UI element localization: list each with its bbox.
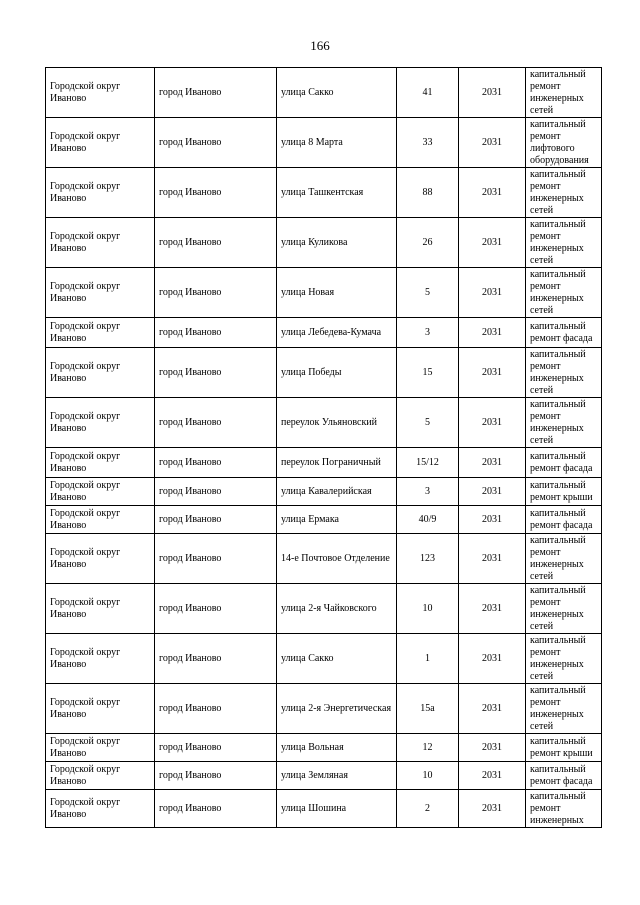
work-type-cell: капитальный ремонт инженерных сетей <box>526 68 602 118</box>
district-cell: Городской округ Иваново <box>46 218 155 268</box>
street-cell: улица Сакко <box>277 68 397 118</box>
work-type-cell: капитальный ремонт инженерных сетей <box>526 684 602 734</box>
year-cell: 2031 <box>459 584 526 634</box>
street-cell: улица Шошина <box>277 790 397 828</box>
city-cell: город Иваново <box>155 348 277 398</box>
table-row <box>46 318 602 348</box>
table-row <box>46 790 602 828</box>
table-row <box>46 478 602 506</box>
work-type-cell: капитальный ремонт крыши <box>526 478 602 506</box>
city-cell: город Иваново <box>155 478 277 506</box>
work-type-cell: капитальный ремонт крыши <box>526 734 602 762</box>
district-cell: Городской округ Иваново <box>46 168 155 218</box>
city-cell: город Иваново <box>155 68 277 118</box>
house-number-cell: 15а <box>397 684 459 734</box>
street-cell: переулок Ульяновский <box>277 398 397 448</box>
street-cell: улица 8 Марта <box>277 118 397 168</box>
work-type-cell: капитальный ремонт фасада <box>526 762 602 790</box>
table-row <box>46 218 602 268</box>
work-type-cell: капитальный ремонт фасада <box>526 448 602 478</box>
work-type-cell: капитальный ремонт фасада <box>526 506 602 534</box>
table-row <box>46 268 602 318</box>
table-row <box>46 734 602 762</box>
district-cell: Городской округ Иваново <box>46 584 155 634</box>
work-type-cell: капитальный ремонт инженерных сетей <box>526 348 602 398</box>
street-cell: улица 2-я Энергетическая <box>277 684 397 734</box>
table-row <box>46 634 602 684</box>
city-cell: город Иваново <box>155 506 277 534</box>
house-number-cell: 41 <box>397 68 459 118</box>
city-cell: город Иваново <box>155 534 277 584</box>
house-number-cell: 26 <box>397 218 459 268</box>
house-number-cell: 3 <box>397 478 459 506</box>
district-cell: Городской округ Иваново <box>46 478 155 506</box>
street-cell: улица Ташкентская <box>277 168 397 218</box>
year-cell: 2031 <box>459 478 526 506</box>
house-number-cell: 10 <box>397 762 459 790</box>
year-cell: 2031 <box>459 448 526 478</box>
district-cell: Городской округ Иваново <box>46 118 155 168</box>
house-number-cell: 33 <box>397 118 459 168</box>
district-cell: Городской округ Иваново <box>46 68 155 118</box>
city-cell: город Иваново <box>155 318 277 348</box>
year-cell: 2031 <box>459 68 526 118</box>
year-cell: 2031 <box>459 762 526 790</box>
table-row <box>46 118 602 168</box>
table-row <box>46 506 602 534</box>
year-cell: 2031 <box>459 218 526 268</box>
work-type-cell: капитальный ремонт инженерных сетей <box>526 218 602 268</box>
work-type-cell: капитальный ремонт инженерных сетей <box>526 634 602 684</box>
table-row <box>46 398 602 448</box>
district-cell: Городской округ Иваново <box>46 734 155 762</box>
street-cell: улица Ермака <box>277 506 397 534</box>
work-type-cell: капитальный ремонт инженерных сетей <box>526 584 602 634</box>
street-cell: 14-е Почтовое Отделение <box>277 534 397 584</box>
work-type-cell: капитальный ремонт лифтового оборудования <box>526 118 602 168</box>
street-cell: улица Земляная <box>277 762 397 790</box>
house-number-cell: 5 <box>397 268 459 318</box>
year-cell: 2031 <box>459 168 526 218</box>
city-cell: город Иваново <box>155 398 277 448</box>
district-cell: Городской округ Иваново <box>46 348 155 398</box>
house-number-cell: 1 <box>397 634 459 684</box>
city-cell: город Иваново <box>155 118 277 168</box>
page-number: 166 <box>310 38 330 53</box>
district-cell: Городской округ Иваново <box>46 684 155 734</box>
city-cell: город Иваново <box>155 268 277 318</box>
house-number-cell: 15/12 <box>397 448 459 478</box>
year-cell: 2031 <box>459 534 526 584</box>
house-number-cell: 123 <box>397 534 459 584</box>
district-cell: Городской округ Иваново <box>46 634 155 684</box>
year-cell: 2031 <box>459 734 526 762</box>
district-cell: Городской округ Иваново <box>46 534 155 584</box>
city-cell: город Иваново <box>155 790 277 828</box>
city-cell: город Иваново <box>155 584 277 634</box>
year-cell: 2031 <box>459 790 526 828</box>
street-cell: улица Куликова <box>277 218 397 268</box>
street-cell: улица Лебедева-Кумача <box>277 318 397 348</box>
year-cell: 2031 <box>459 118 526 168</box>
house-number-cell: 5 <box>397 398 459 448</box>
city-cell: город Иваново <box>155 634 277 684</box>
district-cell: Городской округ Иваново <box>46 398 155 448</box>
house-number-cell: 88 <box>397 168 459 218</box>
district-cell: Городской округ Иваново <box>46 790 155 828</box>
district-cell: Городской округ Иваново <box>46 762 155 790</box>
work-type-cell: капитальный ремонт инженерных сетей <box>526 534 602 584</box>
year-cell: 2031 <box>459 318 526 348</box>
table-row <box>46 684 602 734</box>
street-cell: переулок Пограничный <box>277 448 397 478</box>
table-row <box>46 348 602 398</box>
table-row <box>46 584 602 634</box>
city-cell: город Иваново <box>155 218 277 268</box>
district-cell: Городской округ Иваново <box>46 268 155 318</box>
year-cell: 2031 <box>459 634 526 684</box>
house-number-cell: 10 <box>397 584 459 634</box>
street-cell: улица Победы <box>277 348 397 398</box>
house-number-cell: 15 <box>397 348 459 398</box>
district-cell: Городской округ Иваново <box>46 448 155 478</box>
repair-schedule-table <box>45 67 602 828</box>
table-row <box>46 762 602 790</box>
house-number-cell: 2 <box>397 790 459 828</box>
street-cell: улица Вольная <box>277 734 397 762</box>
house-number-cell: 12 <box>397 734 459 762</box>
city-cell: город Иваново <box>155 168 277 218</box>
table-row <box>46 168 602 218</box>
table-body <box>46 68 602 828</box>
table-row <box>46 68 602 118</box>
district-cell: Городской округ Иваново <box>46 506 155 534</box>
work-type-cell: капитальный ремонт инженерных сетей <box>526 398 602 448</box>
city-cell: город Иваново <box>155 448 277 478</box>
year-cell: 2031 <box>459 506 526 534</box>
street-cell: улица 2-я Чайковского <box>277 584 397 634</box>
year-cell: 2031 <box>459 348 526 398</box>
year-cell: 2031 <box>459 684 526 734</box>
street-cell: улица Сакко <box>277 634 397 684</box>
district-cell: Городской округ Иваново <box>46 318 155 348</box>
city-cell: город Иваново <box>155 762 277 790</box>
work-type-cell: капитальный ремонт инженерных сетей <box>526 168 602 218</box>
year-cell: 2031 <box>459 268 526 318</box>
city-cell: город Иваново <box>155 684 277 734</box>
year-cell: 2031 <box>459 398 526 448</box>
house-number-cell: 3 <box>397 318 459 348</box>
city-cell: город Иваново <box>155 734 277 762</box>
street-cell: улица Кавалерийская <box>277 478 397 506</box>
street-cell: улица Новая <box>277 268 397 318</box>
house-number-cell: 40/9 <box>397 506 459 534</box>
table-row <box>46 534 602 584</box>
work-type-cell: капитальный ремонт инженерных сетей <box>526 268 602 318</box>
work-type-cell: капитальный ремонт инженерных <box>526 790 602 828</box>
table-row <box>46 448 602 478</box>
work-type-cell: капитальный ремонт фасада <box>526 318 602 348</box>
